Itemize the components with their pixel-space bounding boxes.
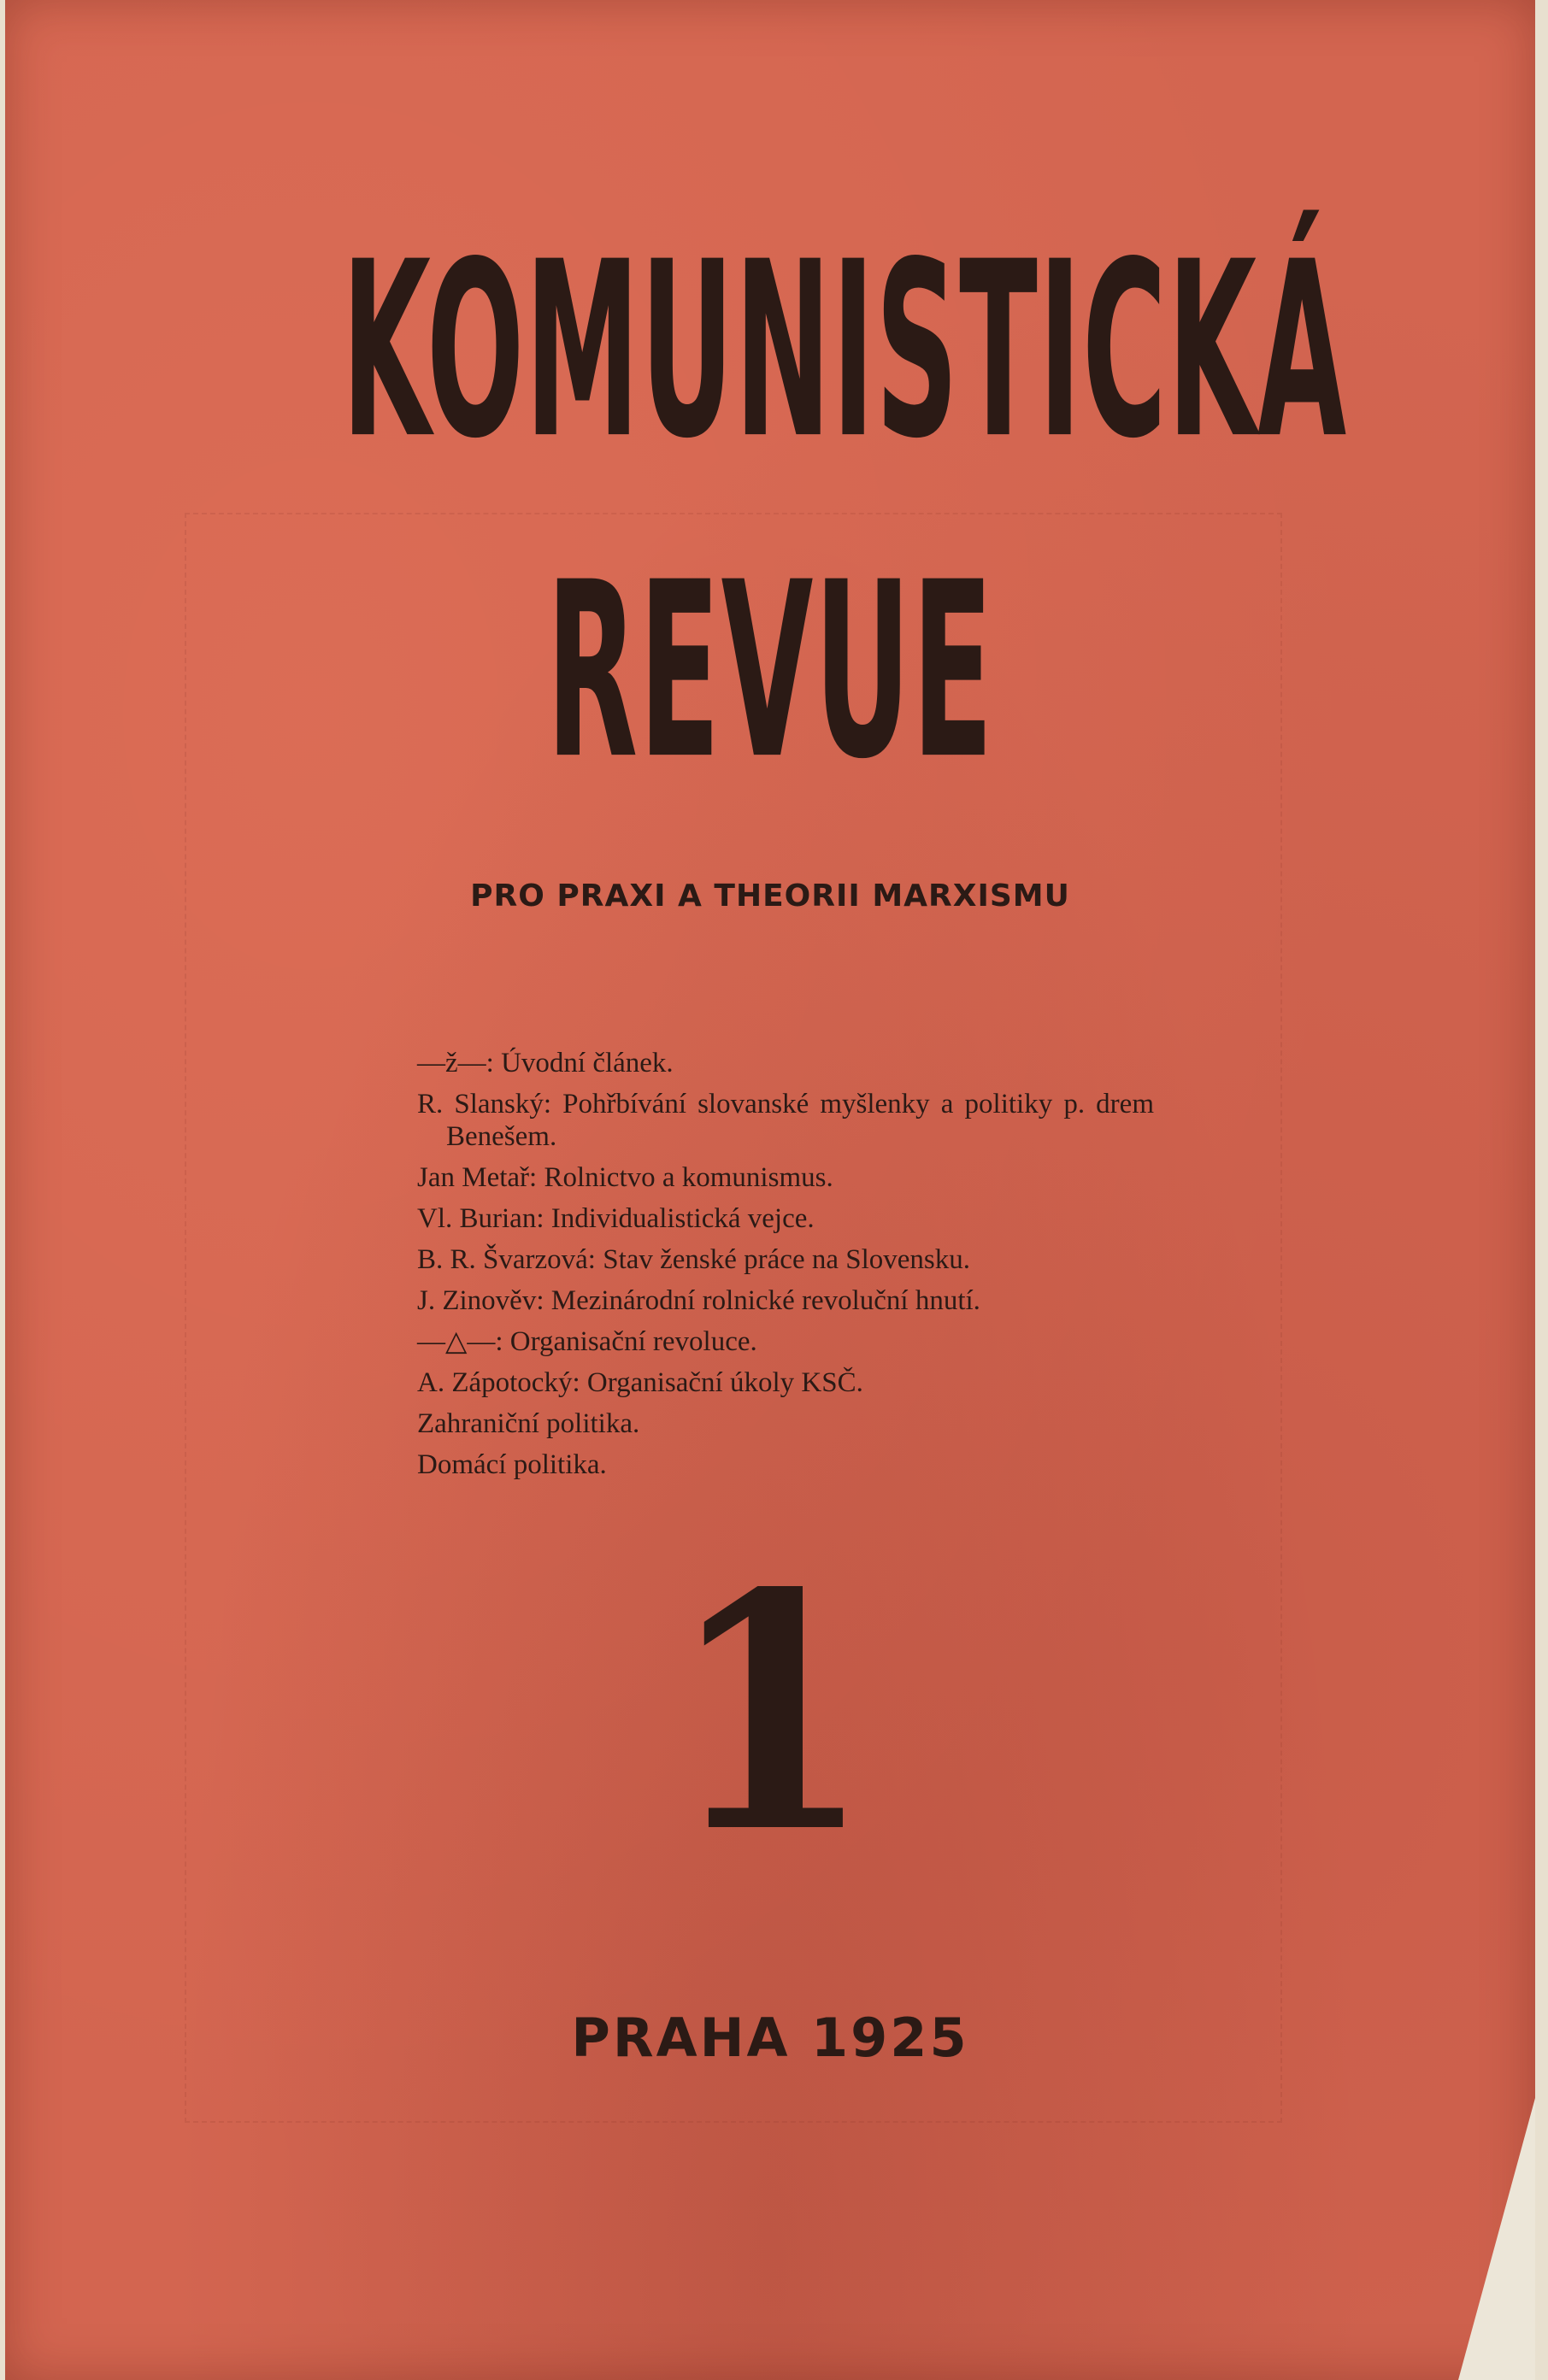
contents-item: B. R. Švarzová: Stav ženské práce na Slovensku. [417,1244,971,1275]
contents-item: Zahraniční politika. [417,1408,640,1439]
contents-item: —ž—: Úvodní článek. [417,1048,674,1078]
subtitle: PRO PRAXI A THEORII MARXISMU [470,879,1070,914]
title-line-2: REVUE [546,530,994,813]
imprint-place-year: PRAHA 1925 [571,2007,969,2069]
contents-item: A. Zápotocký: Organisační úkoly KSČ. [417,1367,863,1398]
contents-item: —△—: Organisační revoluce. [417,1326,757,1357]
contents-item: J. Zinověv: Mezinárodní rolnické revoluční hnutí. [417,1285,980,1316]
table-of-contents [417,1047,1154,1490]
contents-item: R. Slanský: Pohřbívání slovanské myšlenky a politiky p. drem Benešem. [417,1089,1154,1152]
issue-number: 1 [668,1522,872,1904]
contents-item: Jan Metař: Rolnictvo a komunismus. [417,1162,833,1193]
title-line-1: KOMUNISTICKÁ [341,209,1348,492]
magazine-cover [5,0,1535,2380]
contents-item: Domácí politika. [417,1449,607,1480]
torn-corner [1458,2098,1535,2380]
contents-item: Vl. Burian: Individualistická vejce. [417,1203,815,1234]
